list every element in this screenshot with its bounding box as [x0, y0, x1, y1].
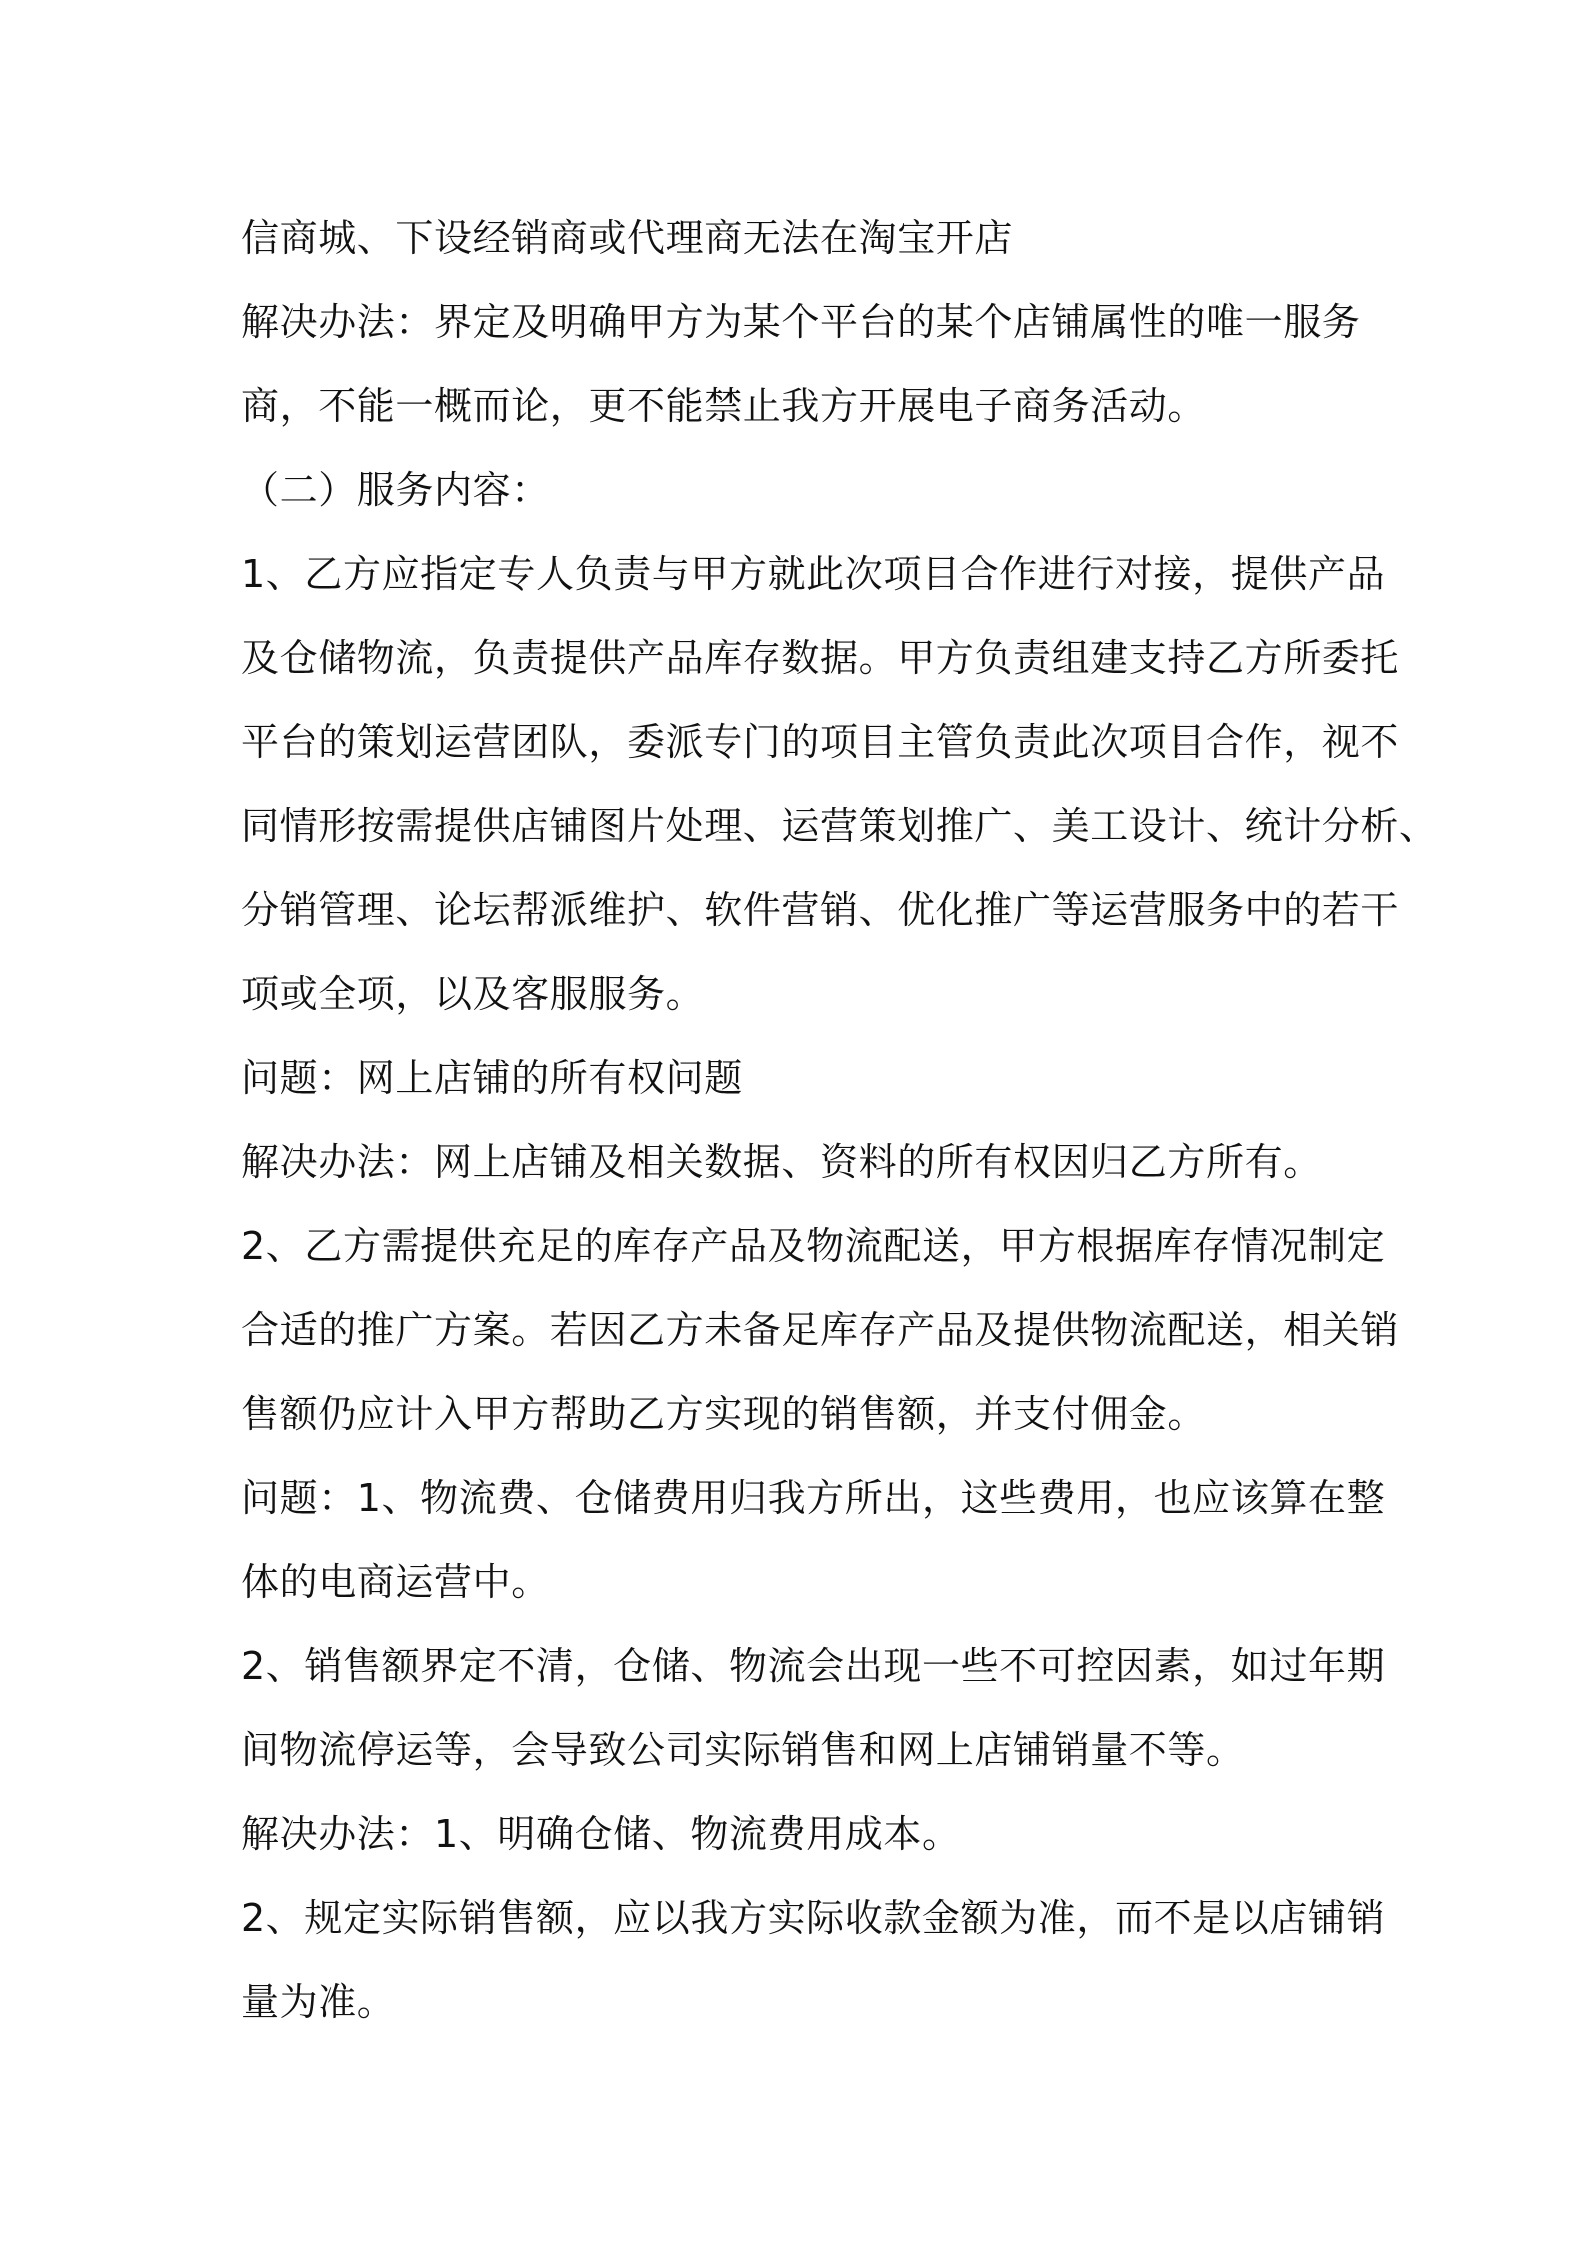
text-line: 信商城、下设经销商或代理商无法在淘宝开店	[241, 216, 1014, 260]
text-line: 2、乙方需提供充足的库存产品及物流配送，甲方根据库存情况制定	[241, 1224, 1386, 1268]
text-line: 1、乙方应指定专人负责与甲方就此次项目合作进行对接，提供产品	[241, 552, 1386, 596]
text-line: 解决办法：1、明确仓储、物流费用成本。	[241, 1812, 961, 1856]
section-heading: （二）服务内容：	[241, 468, 550, 512]
text-line: 体的电商运营中。	[241, 1560, 550, 1604]
text-line: 商，不能一概而论，更不能禁止我方开展电子商务活动。	[241, 384, 1207, 428]
text-line: 问题：1、物流费、仓储费用归我方所出，这些费用，也应该算在整	[241, 1476, 1386, 1520]
text-line: 平台的策划运营团队，委派专门的项目主管负责此次项目合作，视不	[241, 720, 1400, 764]
document-body	[241, 196, 1438, 2044]
text-line: 分销管理、论坛帮派维护、软件营销、优化推广等运营服务中的若干	[241, 888, 1400, 932]
text-line: 同情形按需提供店铺图片处理、运营策划推广、美工设计、统计分析、	[241, 804, 1438, 848]
text-line: 解决办法：界定及明确甲方为某个平台的某个店铺属性的唯一服务	[241, 300, 1361, 344]
text-line: 间物流停运等，会导致公司实际销售和网上店铺销量不等。	[241, 1728, 1245, 1772]
text-line: 及仓储物流，负责提供产品库存数据。甲方负责组建支持乙方所委托	[241, 636, 1400, 680]
text-line: 2、销售额界定不清，仓储、物流会出现一些不可控因素，如过年期	[241, 1644, 1386, 1688]
text-line: 问题：网上店铺的所有权问题	[241, 1056, 743, 1100]
text-line: 2、规定实际销售额，应以我方实际收款金额为准，而不是以店铺销	[241, 1896, 1386, 1940]
text-line: 售额仍应计入甲方帮助乙方实现的销售额，并支付佣金。	[241, 1392, 1207, 1436]
text-line: 量为准。	[241, 1980, 396, 2024]
text-line: 解决办法：网上店铺及相关数据、资料的所有权因归乙方所有。	[241, 1140, 1322, 1184]
text-line: 项或全项，以及客服服务。	[241, 972, 705, 1016]
text-line: 合适的推广方案。若因乙方未备足库存产品及提供物流配送，相关销	[241, 1308, 1400, 1352]
